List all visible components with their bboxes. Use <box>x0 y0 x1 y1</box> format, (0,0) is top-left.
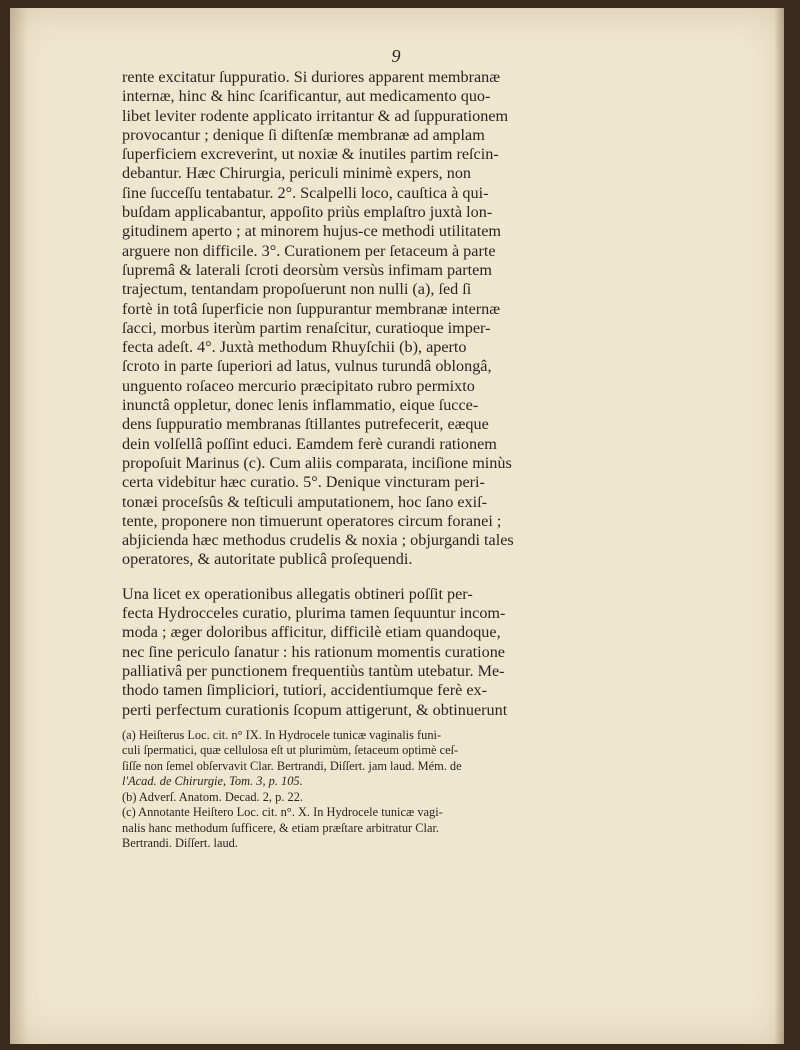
text-line: ſacci, morbus iterùm partim renaſcitur, curatioque imper- <box>122 318 491 337</box>
text-line: nec ſine periculo ſanatur : his rationum momentis curatione <box>122 642 505 661</box>
text-line: buſdam applicabantur, appoſito priùs emplaſtro juxtà lon- <box>122 203 493 222</box>
paragraph-2 <box>122 585 670 720</box>
text-line: unguento roſaceo mercurio præcipitato rubro permixto <box>122 376 475 395</box>
footnote-c-line: (c) Annotante Heiſtero Loc. cit. n°. X. In Hydrocele tunicæ vagi- <box>122 805 443 820</box>
footnote-c-line: nalis hanc methodum ſufficere, & etiam præſtare arbitratur Clar. <box>122 820 440 835</box>
text-line: operatores, & autoritate publicâ proſequendi. <box>122 550 413 569</box>
book-page <box>10 8 784 1044</box>
page-text <box>122 46 670 852</box>
text-line: ſcroto in parte ſuperiori ad latus, vulnus turundâ oblongâ, <box>122 357 492 376</box>
page-shadow-right <box>774 8 784 1044</box>
page-number: 9 <box>391 46 401 66</box>
text-line: ſuperficiem excreverint, ut noxiæ & inutiles partim reſcin- <box>122 145 499 164</box>
footnotes <box>122 728 670 852</box>
footnote-a-line: (a) Heiſterus Loc. cit. n° IX. In Hydrocele tunicæ vaginalis funi- <box>122 727 442 742</box>
text-line: libet leviter rodente applicato irritantur & ad ſuppurationem <box>122 106 509 125</box>
text-line: ſine ſucceſſu tentabatur. 2°. Scalpelli loco, cauſtica à qui- <box>122 183 489 202</box>
text-line: fecta Hydrocceles curatio, plurima tamen ſequuntur incom- <box>122 604 506 623</box>
text-line: tente, proponere non timuerunt operatores circum foranei ; <box>122 511 502 530</box>
text-line: ſupremâ & laterali ſcroti deorsùm versùs infimam partem <box>122 260 492 279</box>
text-line: debantur. Hæc Chirurgia, periculi minimè expers, non <box>122 164 472 183</box>
text-line: rente excitatur ſuppuratio. Si duriores apparent membranæ <box>122 68 501 86</box>
footnote-a-line: culi ſpermatici, quæ cellulosa eſt ut plurimùm, ſetaceum optimè ceſ- <box>122 743 459 758</box>
text-line: certa videbitur hæc curatio. 5°. Denique vincturam peri- <box>122 473 485 492</box>
footnote-b: (b) Adverſ. Anatom. Decad. 2, p. 22. <box>122 789 304 804</box>
text-line: Una licet ex operationibus allegatis obtineri poſſit per- <box>122 584 473 603</box>
footnote-c-line: Bertrandi. Diſſert. laud. <box>122 836 238 851</box>
text-line: gitudinem aperto ; at minorem hujus-ce methodi utilitatem <box>122 222 501 241</box>
text-line: trajectum, tentandam propoſuerunt non nulli (a), ſed ſi <box>122 280 472 299</box>
text-line: perti perfectum curationis ſcopum attigerunt, & obtinuerunt <box>122 700 508 719</box>
text-line: abjicienda hæc methodus crudelis & noxia ; objurgandi tales <box>122 531 514 550</box>
text-line: palliativâ per punctionem frequentiùs tantùm utebatur. Me- <box>122 661 505 680</box>
text-line: fortè in totâ ſuperficie non ſuppurantur membranæ internæ <box>122 299 501 318</box>
text-line: dein volſellâ poſſint educi. Eamdem ferè curandi rationem <box>122 434 497 453</box>
text-line: dens ſuppuratio membranas ſtillantes putrefecerit, eæque <box>122 415 489 434</box>
text-line: propoſuit Marinus (c). Cum aliis comparata, inciſione minùs <box>122 453 512 472</box>
footnote-a-line: l'Acad. de Chirurgie, Tom. 3, p. 105. <box>122 774 303 789</box>
paragraph-1 <box>122 68 670 570</box>
text-line: provocantur ; denique ſi diſtenſæ membranæ ad amplam <box>122 125 485 144</box>
text-line: tonæi proceſsûs & teſticuli amputationem, hoc ſano exiſ- <box>122 492 488 511</box>
text-line: moda ; æger doloribus afficitur, difficilè etiam quandoque, <box>122 623 501 642</box>
text-line: fecta adeſt. 4°. Juxtà methodum Rhuyſchii (b), aperto <box>122 338 467 357</box>
page-shadow-left <box>10 8 28 1044</box>
text-line: inunctâ oppletur, donec lenis inflammatio, eique ſucce- <box>122 396 479 415</box>
text-line: thodo tamen ſimpliciori, tutiori, accidentiumque ferè ex- <box>122 681 488 700</box>
text-line: internæ, hinc & hinc ſcarificantur, aut medicamento quo- <box>122 87 491 106</box>
text-line: arguere non difficile. 3°. Curationem per ſetaceum à parte <box>122 241 496 260</box>
footnote-a-line: ſiſſe non ſemel obſervavit Clar. Bertrandi, Diſſert. jam laud. Mém. de <box>122 758 462 773</box>
